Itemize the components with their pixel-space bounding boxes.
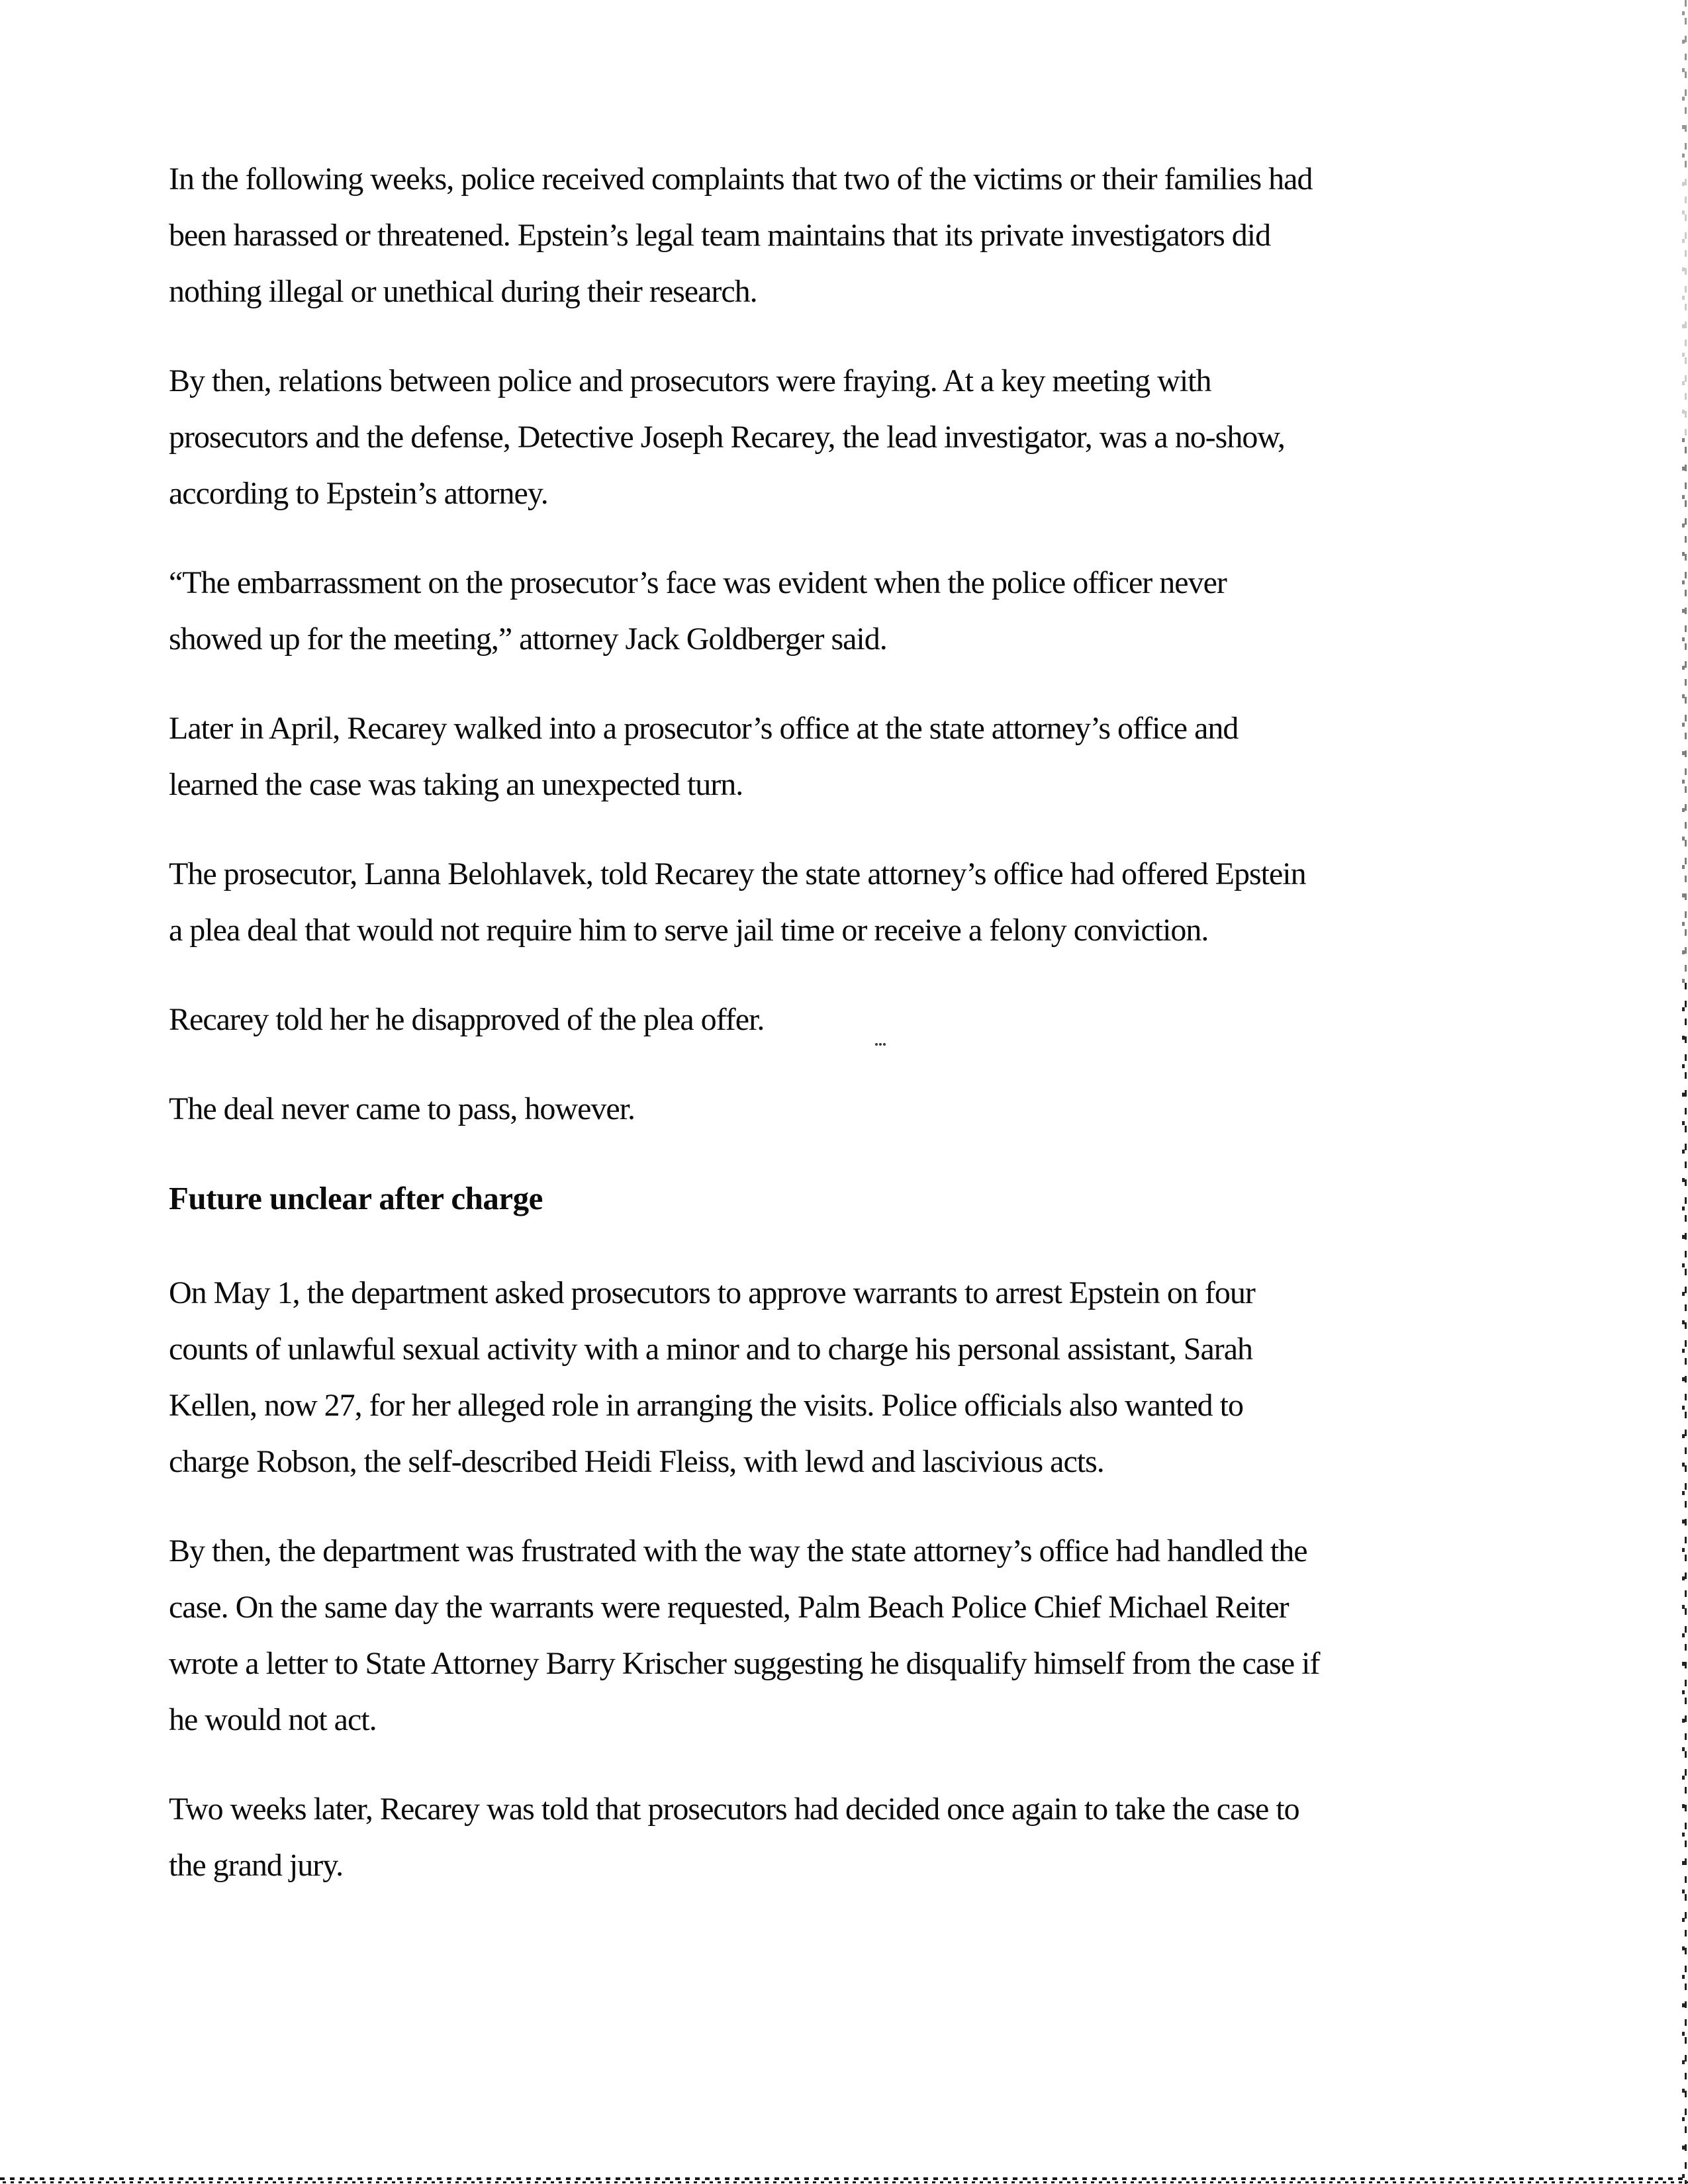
paragraph-6	[169, 991, 1532, 1048]
text-line: Later in April, Recarey walked into a prosecutor’s office at the state attorney’s office and	[169, 711, 1239, 746]
text-line: wrote a letter to State Attorney Barry Krischer suggesting he disqualify himself from the case if	[169, 1646, 1320, 1681]
text-line: nothing illegal or unethical during their research.	[169, 274, 757, 309]
paragraph-9	[169, 1523, 1532, 1748]
text-line: been harassed or threatened. Epstein’s legal team maintains that its private investigators did	[169, 218, 1271, 253]
text-line: On May 1, the department asked prosecutors to approve warrants to arrest Epstein on four	[169, 1275, 1255, 1310]
text-line: By then, the department was frustrated with the way the state attorney’s office had handled the	[169, 1533, 1307, 1569]
paragraph-8	[169, 1265, 1532, 1490]
paragraph-1	[169, 151, 1532, 320]
text-line: Recarey told her he disapproved of the plea offer.	[169, 1002, 765, 1037]
heading-text-line: Future unclear after charge	[169, 1180, 543, 1216]
text-line: counts of unlawful sexual activity with a minor and to charge his personal assistant, Sarah	[169, 1332, 1253, 1367]
text-line: case. On the same day the warrants were requested, Palm Beach Police Chief Michael Reiter	[169, 1590, 1289, 1625]
paragraph-7	[169, 1081, 1532, 1137]
paragraph-5	[169, 846, 1532, 958]
scan-smudge-artifact	[875, 1043, 886, 1046]
text-line: charge Robson, the self-described Heidi Fleiss, with lewd and lascivious acts.	[169, 1444, 1104, 1479]
text-line: Kellen, now 27, for her alleged role in arranging the visits. Police officials also wanted to	[169, 1388, 1243, 1423]
text-line: learned the case was taking an unexpected turn.	[169, 767, 743, 802]
text-line: By then, relations between police and prosecutors were fraying. At a key meeting with	[169, 363, 1211, 398]
text-line: prosecutors and the defense, Detective Joseph Recarey, the lead investigator, was a no-show,	[169, 420, 1285, 455]
text-line: a plea deal that would not require him to serve jail time or receive a felony conviction.	[169, 913, 1209, 948]
text-line: Two weeks later, Recarey was told that prosecutors had decided once again to take the case to	[169, 1792, 1299, 1827]
paragraph-4	[169, 700, 1532, 813]
scan-noise-right-edge	[1681, 0, 1688, 2184]
text-line: The prosecutor, Lanna Belohlavek, told Recarey the state attorney’s office had offered Epstein	[169, 856, 1306, 891]
text-line: the grand jury.	[169, 1848, 344, 1883]
text-line: The deal never came to pass, however.	[169, 1091, 635, 1126]
paragraph-2	[169, 353, 1532, 522]
scan-noise-bottom-edge	[0, 2175, 1688, 2184]
text-line: showed up for the meeting,” attorney Jack Goldberger said.	[169, 621, 887, 657]
section-heading	[169, 1170, 1532, 1226]
text-line: “The embarrassment on the prosecutor’s face was evident when the police officer never	[169, 565, 1227, 600]
text-line: according to Epstein’s attorney.	[169, 476, 548, 511]
text-line: In the following weeks, police received complaints that two of the victims or their families had	[169, 161, 1313, 197]
text-line: he would not act.	[169, 1702, 377, 1737]
paragraph-10	[169, 1781, 1532, 1893]
article-body	[169, 151, 1532, 1927]
paragraph-3	[169, 555, 1532, 667]
